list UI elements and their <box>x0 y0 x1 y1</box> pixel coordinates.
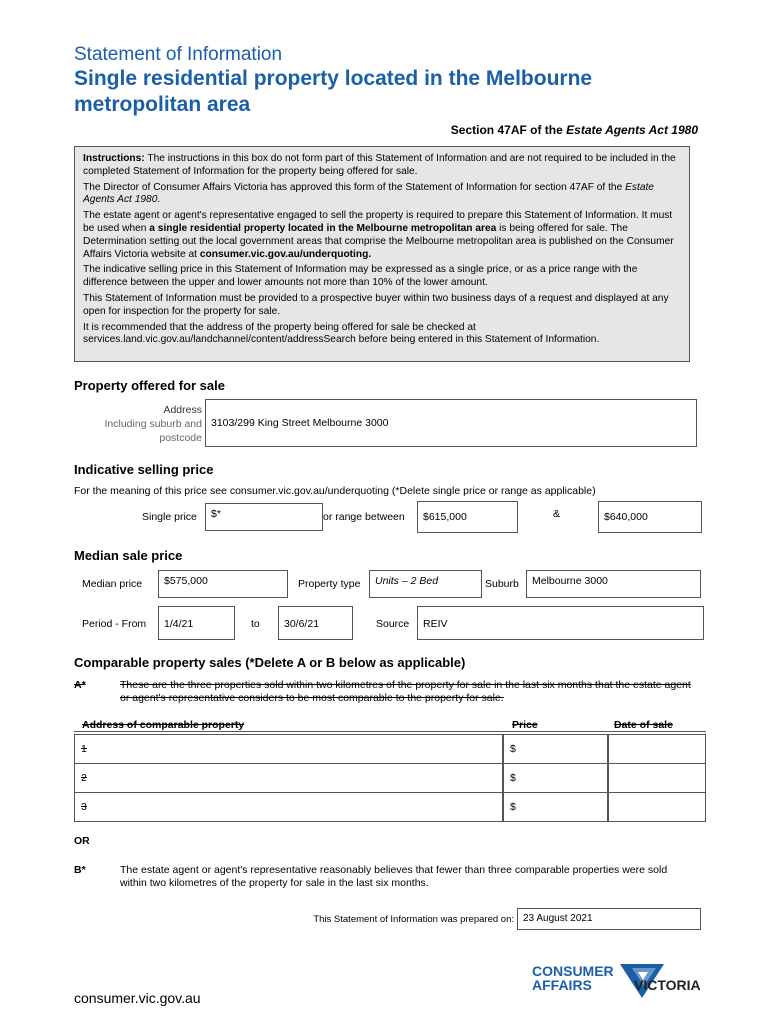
instructions-p3d: consumer.vic.gov.au/underquoting. <box>199 248 372 260</box>
instructions-lead: Instructions: <box>83 153 145 164</box>
instructions-p3a: The estate agent or agent's representative engaged to sell the property is required to prepare this Statement of Information. It must be used when <box>83 210 673 234</box>
option-b-text: The estate agent or agent's representative reasonably believes that fewer than three comparable properties were sold within two kilometres of the property for sale in the last six months. <box>120 864 668 889</box>
table-row-2-price[interactable]: $ <box>503 763 608 793</box>
table-row-1-address[interactable]: 1 <box>74 734 503 764</box>
range-ampersand: & <box>553 508 561 520</box>
prepared-date-field[interactable]: 23 August 2021 <box>517 908 701 930</box>
table-row-3-date[interactable] <box>608 792 706 822</box>
single-price-label: Single price <box>142 511 197 523</box>
suburb-label: Suburb <box>485 578 519 590</box>
table-row-1-price[interactable]: $ <box>503 734 608 764</box>
address-label-3: postcode <box>159 432 202 444</box>
logo-victoria: VICTORIA <box>634 977 701 993</box>
instructions-p1-text: The instructions in this box do not form part of this Statement of Information and are not required to be included in the completed Statement of Information for the property being offered for sale. <box>83 153 676 177</box>
footer-url: consumer.vic.gov.au <box>74 990 201 1006</box>
range-label: or range between <box>323 511 405 523</box>
page-title: Single residential property located in the Melbourne metropolitan area <box>74 67 593 116</box>
comparable-heading: Comparable property sales (*Delete A or B below as applicable) <box>74 655 466 670</box>
statement-heading: Statement of Information <box>74 44 283 65</box>
table-row-3-price[interactable]: $ <box>503 792 608 822</box>
option-a-text: These are the three properties sold within two kilometres of the property for sale in the last six months that the estate agent or agent's representative considers to be most comparable to the property for sale. <box>120 679 691 704</box>
source-label: Source <box>376 618 410 630</box>
table-row-2-address[interactable]: 2 <box>74 763 503 793</box>
indicative-note: For the meaning of this price see consumer.vic.gov.au/underquoting (*Delete single price or range as applicable) <box>74 485 596 497</box>
instructions-p2a: The Director of Consumer Affairs Victoria has approved this form of the Statement of Information for section 47AF of the <box>83 181 626 193</box>
logo-affairs: AFFAIRS <box>532 977 592 993</box>
period-to-field[interactable]: 30/6/21 <box>278 606 353 640</box>
instructions-p2 <box>83 182 681 208</box>
prepared-label: This Statement of Information was prepared on: <box>313 914 514 925</box>
address-label-1: Address <box>163 404 202 416</box>
suburb-field[interactable]: Melbourne 3000 <box>526 570 701 598</box>
source-field[interactable]: REIV <box>417 606 704 640</box>
instructions-p3c: is being offered for sale. The Determination setting out the local government areas that comprise the Melbourne metropolitan area is published on the Consumer Affairs Victoria website at <box>83 222 674 260</box>
single-price-field[interactable]: $* <box>205 503 323 531</box>
instructions-p3 <box>83 210 681 261</box>
or-label: OR <box>74 835 90 847</box>
consumer-affairs-victoria-logo <box>532 962 707 1006</box>
property-heading: Property offered for sale <box>74 378 225 393</box>
col-date-header: Date of sale <box>614 719 673 731</box>
indicative-heading: Indicative selling price <box>74 462 214 477</box>
table-header-rule <box>74 731 706 732</box>
range-high-field[interactable]: $640,000 <box>598 501 702 533</box>
median-price-label: Median price <box>82 578 143 590</box>
address-label <box>105 403 203 445</box>
section-reference <box>451 123 698 137</box>
property-type-label: Property type <box>298 578 361 590</box>
instructions-p6: It is recommended that the address of the property being offered for sale be checked at services.land.vic.gov.au/landchannel/content/addressSearch before being entered in this Statement of Information. <box>83 321 600 346</box>
instructions-p3b: a single residential property located in the Melbourne metropolitan area <box>149 222 497 234</box>
logo-consumer: CONSUMER <box>532 963 614 979</box>
table-row-3-address[interactable]: 3 <box>74 792 503 822</box>
address-field[interactable]: 3103/299 King Street Melbourne 3000 <box>205 399 697 447</box>
median-price-field[interactable]: $575,000 <box>158 570 288 598</box>
col-address-header: Address of comparable property <box>82 719 245 731</box>
instructions-p2b: Estate Agents Act 1980 <box>83 181 654 206</box>
instructions-p1 <box>83 153 681 179</box>
median-heading: Median sale price <box>74 548 183 563</box>
section-act: Estate Agents Act 1980 <box>566 123 698 137</box>
option-b-label: B* <box>74 864 86 876</box>
instructions-p2c: . <box>157 194 161 206</box>
section-prefix: Section 47AF of the <box>450 123 567 137</box>
option-a-label: A* <box>74 679 86 691</box>
period-from-field[interactable]: 1/4/21 <box>158 606 235 640</box>
instructions-box <box>74 146 690 362</box>
instructions-p4: The indicative selling price in this Statement of Information may be expressed as a single price, or as a price range with the difference between the upper and lower amounts not more than 10% of the lower amount. <box>83 264 638 289</box>
table-row-1-date[interactable] <box>608 734 706 764</box>
range-low-field[interactable]: $615,000 <box>417 501 518 533</box>
col-price-header: Price <box>512 719 538 731</box>
table-row-2-date[interactable] <box>608 763 706 793</box>
instructions-p5: This Statement of Information must be provided to a prospective buyer within two business days of a request and displayed at any open for inspection for the property for sale. <box>83 292 669 317</box>
period-from-label: Period - From <box>82 618 147 630</box>
address-label-2: Including suburb and <box>104 418 202 430</box>
property-type-field[interactable]: Units – 2 Bed <box>369 570 482 598</box>
period-to-label: to <box>251 618 260 630</box>
